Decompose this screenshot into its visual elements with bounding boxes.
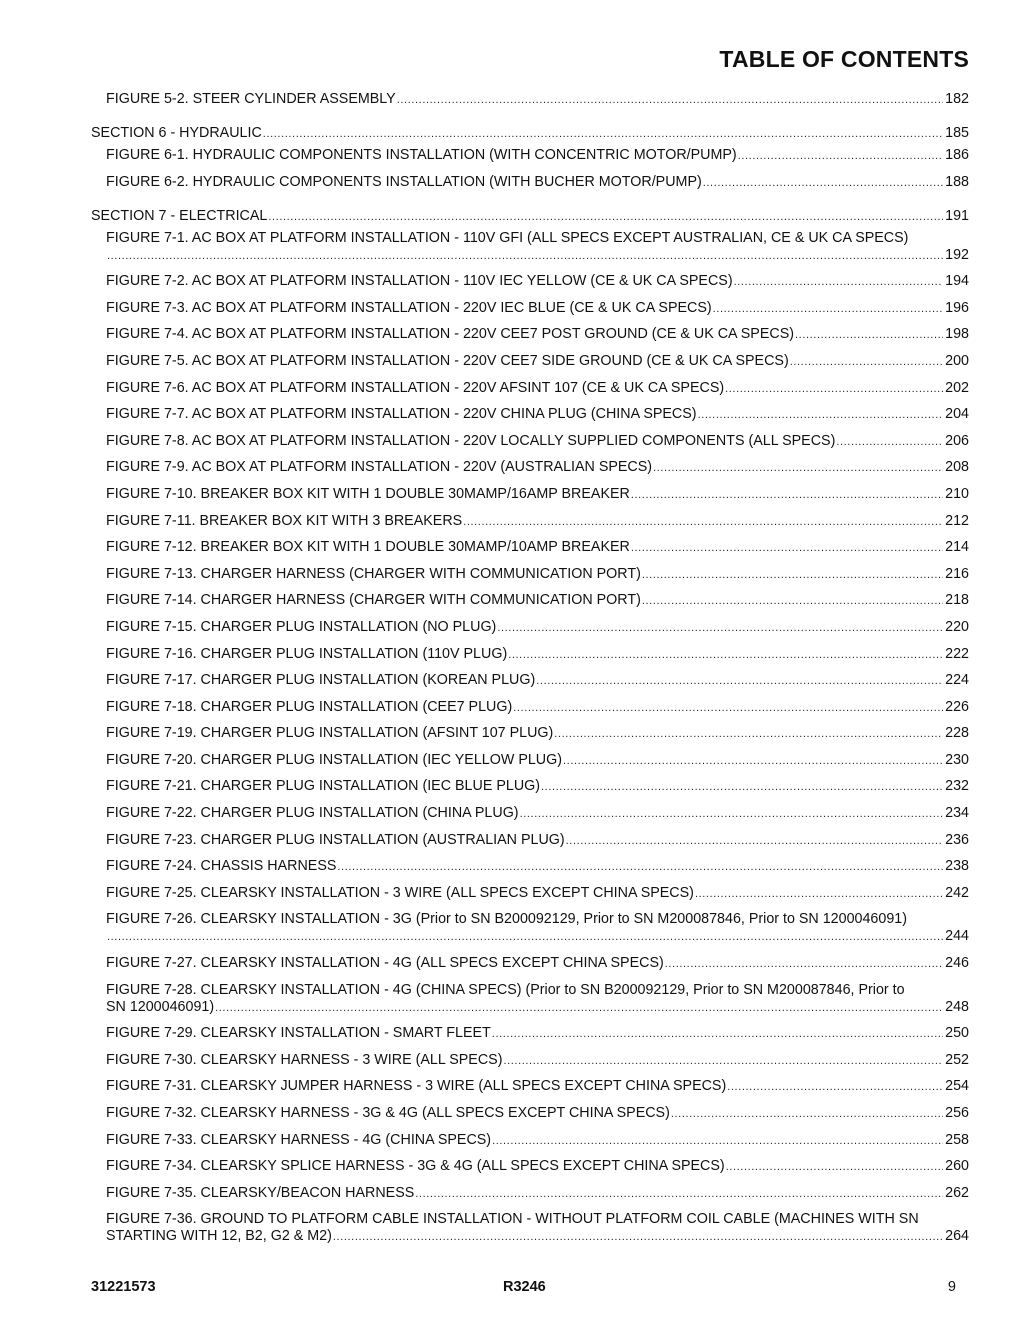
toc-figure-entry[interactable] xyxy=(106,174,969,192)
dot-leader xyxy=(520,806,944,823)
toc-entry-label: FIGURE 7-15. CHARGER PLUG INSTALLATION (NO PLUG) xyxy=(106,618,497,635)
toc-entry-page: 185 xyxy=(945,125,969,141)
toc-figure-entry[interactable] xyxy=(106,646,969,664)
toc-entry-page: 262 xyxy=(945,1184,969,1201)
toc-figure-entry[interactable] xyxy=(106,147,969,165)
toc-figure-entry[interactable] xyxy=(106,725,969,743)
toc-entry-label: FIGURE 7-36. GROUND TO PLATFORM CABLE INSTALLATION - WITHOUT PLATFORM COIL CABLE (MACHINES WITH SN xyxy=(106,1211,919,1228)
toc-entry-page: 214 xyxy=(945,539,969,556)
dot-leader xyxy=(415,1186,943,1203)
dot-leader xyxy=(795,327,943,344)
toc-entry-label: FIGURE 7-24. CHASSIS HARNESS xyxy=(106,858,337,875)
dot-leader xyxy=(695,886,943,903)
toc-entry-page: 194 xyxy=(945,273,969,290)
toc-entry-page: 246 xyxy=(945,955,969,972)
toc-entry-label: FIGURE 7-20. CHARGER PLUG INSTALLATION (IEC YELLOW PLUG) xyxy=(106,751,563,768)
toc-figure-entry[interactable] xyxy=(106,1185,969,1203)
toc-entry-page: 236 xyxy=(945,831,969,848)
dot-leader xyxy=(397,92,943,109)
dot-leader xyxy=(698,407,944,424)
dot-leader xyxy=(653,460,943,477)
dot-leader xyxy=(554,726,943,743)
toc-section-entry[interactable] xyxy=(91,208,969,226)
toc-figure-entry[interactable] xyxy=(106,1105,969,1123)
toc-entry-label: SECTION 6 - HYDRAULIC xyxy=(91,125,262,141)
dot-leader xyxy=(333,1229,943,1246)
toc-entry-page: 248 xyxy=(945,998,969,1015)
toc-entry-page: 212 xyxy=(945,512,969,529)
toc-entry-page: 220 xyxy=(945,618,969,635)
table-of-contents xyxy=(0,91,1024,1255)
toc-figure-entry[interactable] xyxy=(106,858,969,876)
toc-entry-label: FIGURE 7-33. CLEARSKY HARNESS - 4G (CHINA SPECS) xyxy=(106,1131,492,1148)
toc-entry-label: FIGURE 7-26. CLEARSKY INSTALLATION - 3G (Prior to SN B200092129, Prior to SN M200087846, Prior to SN 1200046091) xyxy=(106,911,908,928)
toc-figure-entry[interactable] xyxy=(106,566,969,584)
toc-figure-entry[interactable] xyxy=(106,353,969,371)
toc-figure-entry[interactable] xyxy=(106,1052,969,1070)
dot-leader xyxy=(563,753,943,770)
toc-entry-label: FIGURE 7-31. CLEARSKY JUMPER HARNESS - 3 WIRE (ALL SPECS EXCEPT CHINA SPECS) xyxy=(106,1078,727,1095)
toc-entry-label: FIGURE 7-12. BREAKER BOX KIT WITH 1 DOUBLE 30MAMP/10AMP BREAKER xyxy=(106,539,630,556)
dot-leader xyxy=(713,301,943,318)
dot-leader xyxy=(268,209,943,226)
toc-figure-entry[interactable] xyxy=(106,832,969,850)
dot-leader xyxy=(107,929,943,946)
dot-leader xyxy=(631,540,943,557)
toc-entry-label: FIGURE 7-2. AC BOX AT PLATFORM INSTALLATION - 110V IEC YELLOW (CE & UK CA SPECS) xyxy=(106,273,733,290)
toc-entry-label: FIGURE 7-6. AC BOX AT PLATFORM INSTALLATION - 220V AFSINT 107 (CE & UK CA SPECS) xyxy=(106,379,725,396)
dot-leader xyxy=(536,673,943,690)
toc-entry-page: 186 xyxy=(945,147,969,163)
dot-leader xyxy=(631,487,943,504)
toc-entry-label: FIGURE 7-35. CLEARSKY/BEACON HARNESS xyxy=(106,1184,415,1201)
dot-leader xyxy=(790,354,943,371)
toc-figure-entry[interactable] xyxy=(106,486,969,504)
dot-leader xyxy=(727,1079,943,1096)
dot-leader xyxy=(263,126,943,143)
toc-entry-page: 256 xyxy=(945,1105,969,1121)
toc-entry-page: 244 xyxy=(945,928,969,945)
toc-figure-entry[interactable] xyxy=(106,380,969,398)
toc-entry-label: FIGURE 7-25. CLEARSKY INSTALLATION - 3 WIRE (ALL SPECS EXCEPT CHINA SPECS) xyxy=(106,884,694,901)
dot-leader xyxy=(215,1000,943,1017)
toc-entry-page: 242 xyxy=(945,884,969,901)
dot-leader xyxy=(671,1106,943,1123)
toc-figure-entry[interactable] xyxy=(106,513,969,531)
dot-leader xyxy=(738,148,943,165)
toc-figure-entry[interactable] xyxy=(106,805,969,823)
toc-entry-page: 250 xyxy=(945,1025,969,1042)
toc-entry-label: FIGURE 7-22. CHARGER PLUG INSTALLATION (CHINA PLUG) xyxy=(106,805,519,822)
toc-entry-page: 204 xyxy=(945,406,969,423)
toc-entry-label: FIGURE 7-23. CHARGER PLUG INSTALLATION (AUSTRALIAN PLUG) xyxy=(106,831,565,848)
footer-page-number: 9 xyxy=(947,1279,956,1295)
toc-entry-label: FIGURE 7-4. AC BOX AT PLATFORM INSTALLATION - 220V CEE7 POST GROUND (CE & UK CA SPECS) xyxy=(106,326,795,343)
toc-entry-page: 198 xyxy=(945,326,969,343)
toc-entry-label: FIGURE 7-5. AC BOX AT PLATFORM INSTALLATION - 220V CEE7 SIDE GROUND (CE & UK CA SPECS) xyxy=(106,352,789,369)
dot-leader xyxy=(492,1026,943,1043)
toc-entry-label: FIGURE 7-21. CHARGER PLUG INSTALLATION (IEC BLUE PLUG) xyxy=(106,778,541,795)
dot-leader xyxy=(513,700,943,717)
toc-entry-page: 252 xyxy=(945,1051,969,1068)
toc-entry-page: 216 xyxy=(945,565,969,582)
toc-entry-page: 188 xyxy=(945,173,969,190)
toc-entry-label-continued: STARTING WITH 12, B2, G2 & M2) xyxy=(106,1228,332,1245)
toc-entry-page: 208 xyxy=(945,459,969,476)
toc-entry-page: 218 xyxy=(945,592,969,609)
toc-entry-label: FIGURE 7-32. CLEARSKY HARNESS - 3G & 4G (ALL SPECS EXCEPT CHINA SPECS) xyxy=(106,1105,670,1121)
toc-entry-page: 191 xyxy=(945,207,969,224)
toc-section-entry[interactable] xyxy=(91,125,969,143)
toc-entry-page: 264 xyxy=(945,1228,969,1245)
dot-leader xyxy=(503,1053,943,1070)
toc-figure-entry[interactable] xyxy=(106,1025,969,1043)
toc-entry-page: 230 xyxy=(945,751,969,768)
toc-figure-entry[interactable] xyxy=(106,778,969,796)
toc-figure-entry[interactable] xyxy=(106,300,969,318)
dot-leader xyxy=(642,567,943,584)
toc-figure-entry[interactable] xyxy=(106,672,969,690)
toc-entry-label: FIGURE 7-27. CLEARSKY INSTALLATION - 4G (ALL SPECS EXCEPT CHINA SPECS) xyxy=(106,955,664,972)
toc-entry-page: 234 xyxy=(945,805,969,822)
dot-leader xyxy=(541,779,943,796)
toc-entry-page: 196 xyxy=(945,299,969,316)
toc-entry-label: SECTION 7 - ELECTRICAL xyxy=(91,207,268,224)
dot-leader xyxy=(566,833,943,850)
toc-entry-label: FIGURE 7-17. CHARGER PLUG INSTALLATION (KOREAN PLUG) xyxy=(106,672,536,689)
toc-entry-label: FIGURE 7-30. CLEARSKY HARNESS - 3 WIRE (ALL SPECS) xyxy=(106,1051,503,1068)
toc-figure-entry[interactable] xyxy=(106,433,969,451)
toc-entry-label-continued: SN 1200046091) xyxy=(106,998,215,1015)
toc-figure-entry[interactable] xyxy=(106,955,969,973)
toc-entry-page: 258 xyxy=(945,1131,969,1148)
toc-entry-label: FIGURE 7-1. AC BOX AT PLATFORM INSTALLATION - 110V GFI (ALL SPECS EXCEPT AUSTRALIAN, CE & UK CA SPECS) xyxy=(106,229,909,246)
toc-entry-page: 182 xyxy=(945,91,969,107)
toc-entry-page: 238 xyxy=(945,858,969,875)
toc-entry-page: 224 xyxy=(945,672,969,689)
toc-figure-entry[interactable] xyxy=(106,326,969,344)
toc-figure-entry[interactable] xyxy=(106,911,969,946)
toc-figure-entry[interactable] xyxy=(106,273,969,291)
toc-entry-page: 228 xyxy=(945,725,969,742)
toc-entry-label: FIGURE 7-3. AC BOX AT PLATFORM INSTALLATION - 220V IEC BLUE (CE & UK CA SPECS) xyxy=(106,299,712,316)
toc-figure-entry[interactable] xyxy=(106,406,969,424)
dot-leader xyxy=(703,175,943,192)
toc-entry-label: FIGURE 7-7. AC BOX AT PLATFORM INSTALLATION - 220V CHINA PLUG (CHINA SPECS) xyxy=(106,406,697,423)
toc-figure-entry[interactable] xyxy=(106,1132,969,1150)
toc-figure-entry[interactable] xyxy=(106,1078,969,1096)
toc-figure-entry[interactable] xyxy=(106,230,969,265)
dot-leader xyxy=(337,859,943,876)
toc-figure-entry[interactable] xyxy=(106,752,969,770)
toc-entry-label: FIGURE 7-13. CHARGER HARNESS (CHARGER WITH COMMUNICATION PORT) xyxy=(106,565,641,582)
toc-entry-label: FIGURE 7-11. BREAKER BOX KIT WITH 3 BREAKERS xyxy=(106,512,463,529)
toc-entry-label: FIGURE 7-16. CHARGER PLUG INSTALLATION (110V PLUG) xyxy=(106,645,508,662)
dot-leader xyxy=(492,1133,943,1150)
toc-entry-page: 232 xyxy=(945,778,969,795)
dot-leader xyxy=(107,248,943,265)
toc-figure-entry[interactable] xyxy=(106,539,969,557)
toc-entry-label: FIGURE 7-14. CHARGER HARNESS (CHARGER WITH COMMUNICATION PORT) xyxy=(106,592,641,609)
toc-entry-page: 192 xyxy=(945,246,969,263)
toc-figure-entry[interactable] xyxy=(106,699,969,717)
toc-entry-page: 260 xyxy=(945,1158,969,1175)
toc-entry-label: FIGURE 7-8. AC BOX AT PLATFORM INSTALLATION - 220V LOCALLY SUPPLIED COMPONENTS (ALL SPECS) xyxy=(106,432,836,449)
dot-leader xyxy=(642,593,943,610)
toc-figure-entry[interactable] xyxy=(106,1158,969,1176)
toc-entry-label: FIGURE 5-2. STEER CYLINDER ASSEMBLY xyxy=(106,91,396,107)
page-title: TABLE OF CONTENTS xyxy=(719,46,969,72)
dot-leader xyxy=(665,956,943,973)
toc-entry-page: 210 xyxy=(945,485,969,502)
dot-leader xyxy=(734,274,944,291)
toc-entry-page: 202 xyxy=(945,379,969,396)
footer-part-number: 31221573 xyxy=(91,1279,156,1295)
toc-entry-page: 254 xyxy=(945,1078,969,1095)
dot-leader xyxy=(508,647,943,664)
toc-figure-entry[interactable] xyxy=(106,982,969,1017)
toc-figure-entry[interactable] xyxy=(106,459,969,477)
dot-leader xyxy=(725,381,943,398)
toc-entry-page: 206 xyxy=(945,432,969,449)
toc-entry-label: FIGURE 7-34. CLEARSKY SPLICE HARNESS - 3G & 4G (ALL SPECS EXCEPT CHINA SPECS) xyxy=(106,1158,725,1175)
toc-entry-label: FIGURE 7-19. CHARGER PLUG INSTALLATION (AFSINT 107 PLUG) xyxy=(106,725,554,742)
toc-entry-label: FIGURE 7-29. CLEARSKY INSTALLATION - SMART FLEET xyxy=(106,1025,491,1042)
toc-figure-entry[interactable] xyxy=(106,91,969,109)
toc-figure-entry[interactable] xyxy=(106,885,969,903)
toc-entry-label: FIGURE 7-10. BREAKER BOX KIT WITH 1 DOUBLE 30MAMP/16AMP BREAKER xyxy=(106,485,630,502)
toc-figure-entry[interactable] xyxy=(106,592,969,610)
toc-entry-label: FIGURE 6-1. HYDRAULIC COMPONENTS INSTALLATION (WITH CONCENTRIC MOTOR/PUMP) xyxy=(106,147,737,163)
toc-entry-label: FIGURE 7-18. CHARGER PLUG INSTALLATION (CEE7 PLUG) xyxy=(106,698,513,715)
toc-entry-label: FIGURE 7-28. CLEARSKY INSTALLATION - 4G (CHINA SPECS) (Prior to SN B200092129, Prior to SN M200087846, Prior to xyxy=(106,981,905,998)
toc-entry-page: 200 xyxy=(945,352,969,369)
dot-leader xyxy=(463,514,943,531)
dot-leader xyxy=(497,620,943,637)
dot-leader xyxy=(836,434,943,451)
toc-figure-entry[interactable] xyxy=(106,1211,969,1246)
toc-entry-page: 226 xyxy=(945,698,969,715)
footer-revision: R3246 xyxy=(503,1279,546,1295)
toc-entry-label: FIGURE 7-9. AC BOX AT PLATFORM INSTALLATION - 220V (AUSTRALIAN SPECS) xyxy=(106,459,653,476)
toc-entry-label: FIGURE 6-2. HYDRAULIC COMPONENTS INSTALLATION (WITH BUCHER MOTOR/PUMP) xyxy=(106,173,702,190)
dot-leader xyxy=(726,1159,943,1176)
toc-figure-entry[interactable] xyxy=(106,619,969,637)
toc-entry-page: 222 xyxy=(945,645,969,662)
